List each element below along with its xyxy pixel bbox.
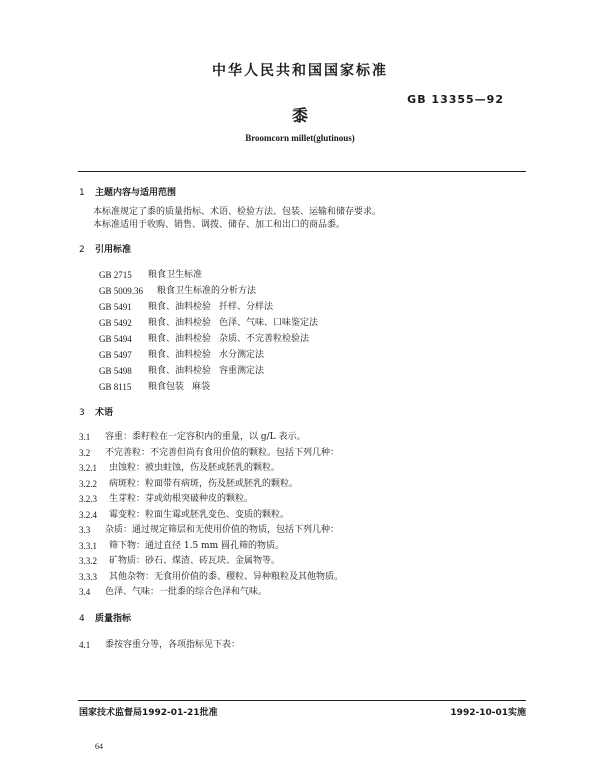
footer-divider: [78, 700, 526, 701]
list-item: [79, 570, 529, 586]
list-item: [99, 315, 529, 331]
page-number: 64: [95, 742, 103, 751]
clause-text: 色泽、气味：一批黍的综合色泽和气味。: [105, 587, 268, 597]
clause-number: 3.3.3: [79, 571, 97, 582]
clause-text: 筛下物：通过直径 1.5 mm 圆孔筛的物质。: [109, 540, 284, 551]
approval-date: 国家技术监督局1992-01-21批准: [79, 708, 218, 718]
clause-number: 3.2.4: [79, 509, 97, 520]
standard-ref-name: 粮食、油料检验 色泽、气味、口味鉴定法: [148, 318, 319, 328]
clause-text: 其他杂物：无食用价值的黍、稷粒、异种粮粒及其他物质。: [109, 571, 344, 582]
clause-number: 3.2.1: [79, 463, 97, 473]
standard-ref-name: 粮食、油料检验 扦样、分样法: [148, 302, 274, 312]
list-item: [99, 267, 529, 283]
standard-ref-name: 粮食卫生标准的分析方法: [157, 286, 257, 296]
section-number: 4: [79, 613, 85, 624]
standard-ref-name: 粮食包装 麻袋: [148, 382, 211, 392]
paragraph: 本标准规定了黍的质量指标、术语、检验方法、包装、运输和储存要求。: [93, 207, 382, 217]
clause-number: 3.2: [79, 447, 91, 458]
list-item: [79, 430, 529, 446]
section-title: 术语: [95, 408, 114, 418]
list-item: [79, 554, 529, 570]
clause-text: 虫蚀粒：被虫蛀蚀，伤及胚或胚乳的颗粒。: [109, 463, 281, 473]
section-title: 引用标准: [95, 245, 132, 255]
list-item: [99, 363, 529, 379]
section-heading-2: [79, 244, 529, 257]
section-heading-3: [79, 407, 529, 420]
clause-number: 3.1: [79, 432, 91, 442]
section-heading-1: [79, 187, 529, 200]
standard-ref-name: 粮食卫生标准: [148, 270, 203, 280]
standard-ref-code: GB 8115: [99, 382, 132, 392]
clause-text: 霉变粒：粒面生霉或胚乳变色、变质的颗粒。: [109, 509, 290, 520]
clause-text: 容重：黍籽粒在一定容积内的重量，以 g/L 表示。: [105, 432, 306, 442]
document-title: 黍: [291, 106, 308, 125]
section-number: 3: [79, 408, 85, 418]
document-title-english: Broomcorn millet(glutinous): [245, 133, 355, 143]
standard-organization: 中华人民共和国国家标准: [212, 63, 388, 79]
terms-list: [79, 430, 529, 601]
standard-ref-code: GB 2715: [99, 270, 132, 280]
section-title: 质量指标: [95, 613, 132, 624]
list-item: [79, 508, 529, 524]
standard-ref-code: GB 5497: [99, 350, 132, 360]
clause-text: 生芽粒：芽或幼根突破种皮的颗粒。: [109, 494, 254, 504]
standard-ref-name: 粮食、油料检验 水分测定法: [148, 350, 265, 360]
clause-text: 矿物质：砂石、煤渣、砖瓦块、金属物等。: [109, 556, 281, 566]
standard-ref-code: GB 5009.36: [99, 286, 144, 296]
clause-number: 3.3.1: [79, 540, 97, 551]
list-item: [79, 638, 529, 654]
list-item: [99, 331, 529, 347]
list-item: [79, 523, 529, 539]
list-item: [79, 492, 529, 508]
referenced-standards-list: [79, 267, 529, 395]
standard-ref-code: GB 5498: [99, 366, 132, 376]
clause-text: 杂质：通过规定筛层和无使用价值的物质，包括下列几种：: [105, 525, 340, 535]
list-item: [99, 283, 529, 299]
clause-number: 3.2.3: [79, 494, 97, 504]
standard-ref-code: GB 5492: [99, 318, 132, 328]
list-item: [99, 299, 529, 315]
section-number: 1: [79, 188, 85, 198]
clause-text: 黍按容重分等，各项指标见下表：: [105, 639, 241, 650]
standard-ref-code: GB 5491: [99, 302, 132, 312]
list-item: [79, 446, 529, 462]
list-item: [99, 379, 529, 395]
section-title: 主题内容与适用范围: [95, 188, 177, 198]
document-body: [79, 187, 529, 653]
clause-number: 3.3: [79, 525, 91, 535]
list-item: [79, 477, 529, 493]
list-item: [79, 585, 529, 601]
clause-number: 3.2.2: [79, 478, 97, 489]
section-number: 2: [79, 245, 85, 255]
standard-code: GB 13355—92: [407, 93, 504, 106]
list-item: [79, 461, 529, 477]
list-item: [99, 347, 529, 363]
effective-date: 1992-10-01实施: [450, 708, 526, 718]
clause-number: 3.3.2: [79, 556, 97, 566]
list-item: [79, 539, 529, 555]
standard-ref-code: GB 5494: [99, 334, 132, 344]
section-heading-4: [79, 613, 529, 626]
paragraph: 本标准适用于收购、销售、调拨、储存、加工和出口的商品黍。: [93, 220, 346, 230]
clause-text: 不完善粒：不完善但尚有食用价值的颗粒。包括下列几种：: [105, 447, 340, 458]
standard-ref-name: 粮食、油料检验 杂质、不完善粒检验法: [148, 334, 310, 344]
header-divider: [78, 171, 526, 172]
standard-ref-name: 粮食、油料检验 容重测定法: [148, 366, 265, 376]
clause-number: 3.4: [79, 587, 91, 597]
clause-number: 4.1: [79, 639, 91, 650]
clause-text: 病斑粒：粒面带有病斑，伤及胚或胚乳的颗粒。: [109, 478, 299, 489]
